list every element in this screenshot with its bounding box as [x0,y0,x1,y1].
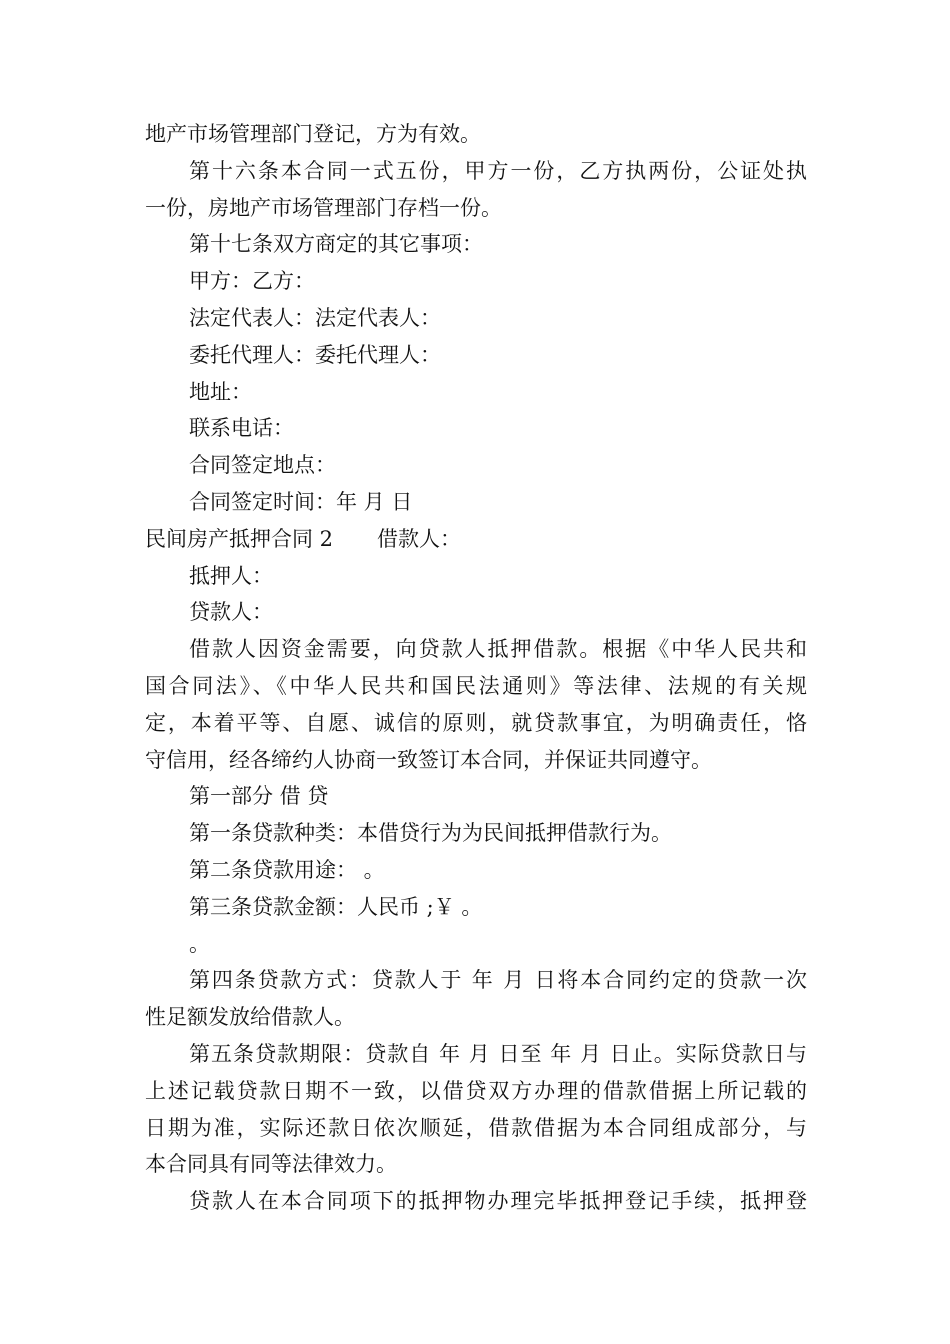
preamble-line: 守信用，经各缔约人协商一致签订本合同，并保证共同遵守。 [145,747,712,772]
paragraph-line: 地产市场管理部门登记，方为有效。 [145,122,481,146]
clause-5-line: 上述记载贷款日期不一致，以借贷双方办理的借款借据上所记载的 [145,1078,807,1103]
clause-3-continuation: 。 [189,931,210,956]
clause-5-line: 第五条贷款期限：贷款自 年 月 日至 年 月 日止。实际贷款日与 [189,1041,807,1066]
section-heading: 第一部分 借 贷 [189,784,329,809]
clause-4-line: 第四条贷款方式：贷款人于 年 月 日将本合同约定的贷款一次 [189,968,807,993]
signing-date-line: 合同签定时间：年 月 日 [189,489,413,514]
document-body [145,116,807,1220]
paragraph-line: 一份，房地产市场管理部门存档一份。 [145,195,502,220]
preamble-line: 定，本着平等、自愿、诚信的原则，就贷款事宜，为明确责任，恪 [145,710,807,735]
clause-1-line: 第一条贷款种类：本借贷行为为民间抵押借款行为。 [189,821,672,846]
signature-representative-line: 法定代表人：法定代表人： [189,305,441,330]
clause-5-line: 本合同具有同等法律效力。 [145,1152,397,1177]
signature-address-line: 地址： [189,379,252,404]
signature-agent-line: 委托代理人：委托代理人： [189,342,441,367]
lender-line: 贷款人： [189,600,273,625]
clause-17-line: 第十七条双方商定的其它事项： [189,232,483,257]
clause-3-line: 第三条贷款金额：人民币 ;￥ 。 [189,894,483,919]
signature-phone-line: 联系电话： [189,416,294,441]
clause-4-line: 性足额发放给借款人。 [145,1005,355,1030]
paragraph-line: 贷款人在本合同项下的抵押物办理完毕抵押登记手续，抵押登 [189,1189,807,1214]
preamble-line: 借款人因资金需要，向贷款人抵押借款。根据《中华人民共和 [189,637,807,662]
mortgagor-line: 抵押人： [189,563,273,588]
signing-place-line: 合同签定地点： [189,453,336,478]
signature-party-line: 甲方：乙方： [189,269,315,294]
contract-title-line [145,521,807,558]
borrower-label: 借款人： [377,526,462,551]
clause-2-line: 第二条贷款用途： 。 [189,857,385,882]
clause-5-line: 日期为准，实际还款日依次顺延，借款借据为本合同组成部分，与 [145,1115,807,1140]
contract-title: 民间房产抵押合同 2 [145,526,334,551]
clause-16-line: 第十六条本合同一式五份，甲方一份，乙方执两份，公证处执 [189,158,807,183]
preamble-line: 国合同法》、《中华人民共和国民法通则》等法律、法规的有关规 [145,673,807,698]
